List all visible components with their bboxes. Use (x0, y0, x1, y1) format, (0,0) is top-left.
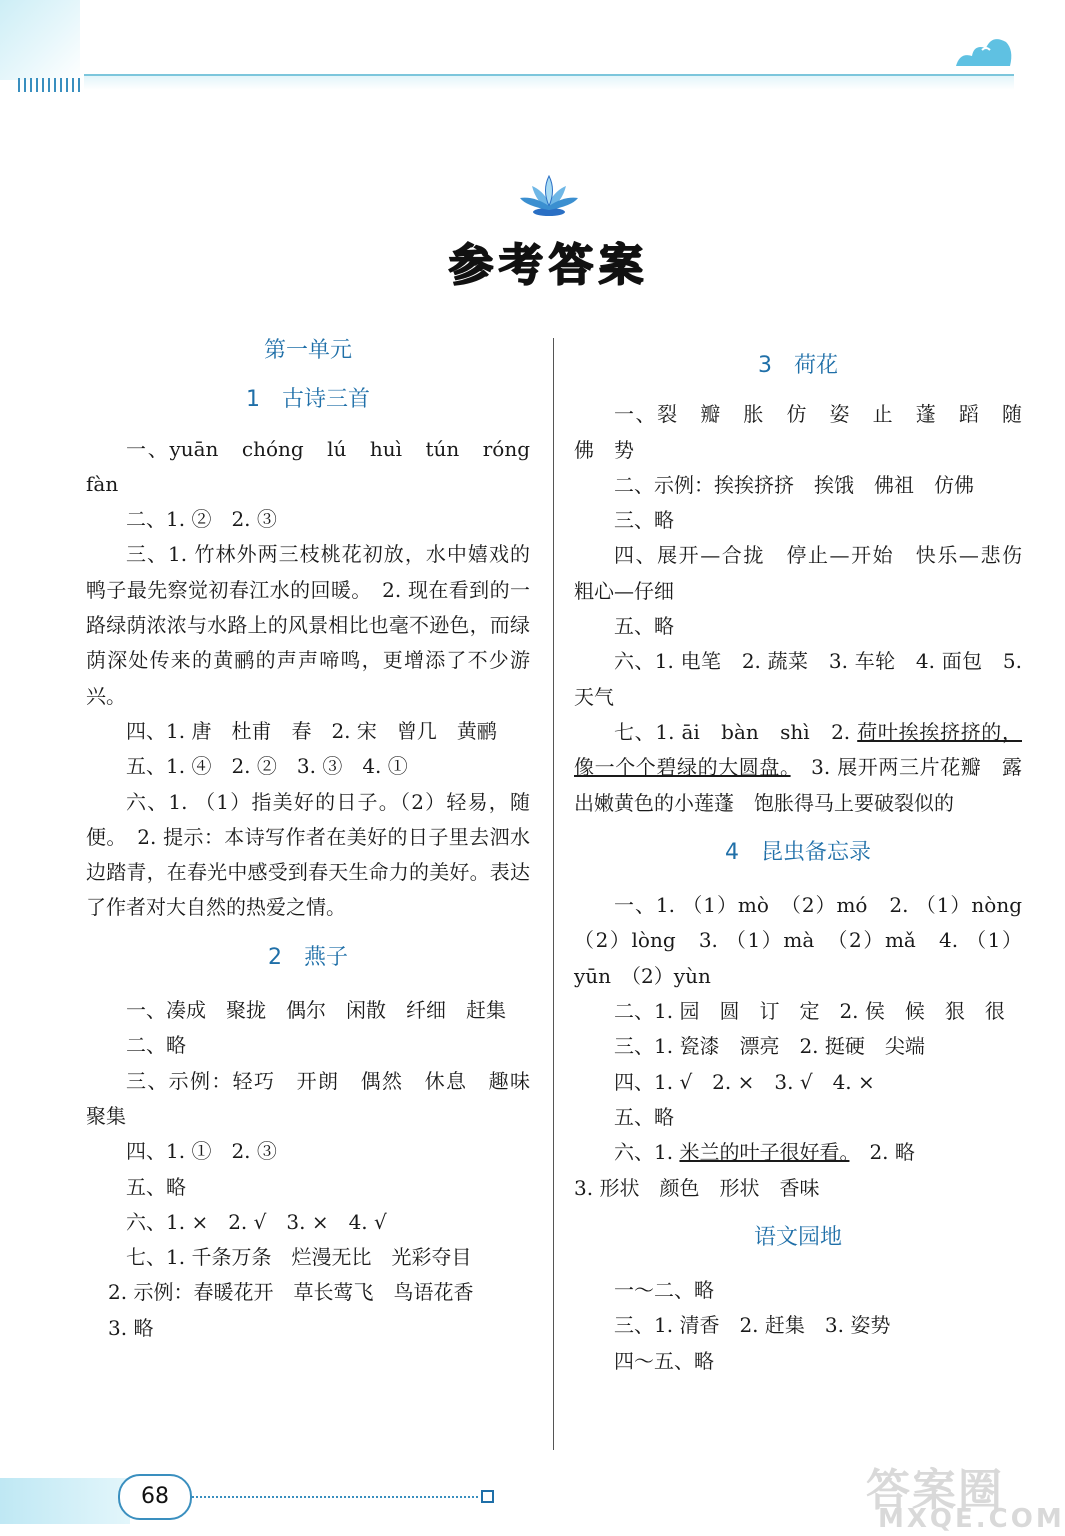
left-column (86, 333, 550, 1346)
unit-heading: 第一单元 (263, 338, 352, 363)
answer-line: 五、略 (614, 614, 674, 639)
answer-text: 2. 略 (849, 1140, 915, 1165)
answer-line: 七、1. 千条万条 烂漫无比 光彩夺目 (126, 1245, 472, 1270)
answer-line: 二、略 (126, 1033, 186, 1058)
page-number: 68 (118, 1474, 192, 1520)
answer-line: 一、凑成 聚拢 偶尔 闲散 纤细 赶集 (126, 998, 506, 1023)
footer-band (0, 1478, 130, 1524)
answer-line: 六、1. 电笔 2. 蔬菜 3. 车轮 4. 面包 5. 天气 (574, 649, 1022, 709)
underlined-answer: 米兰的叶子很好看。 (679, 1140, 850, 1165)
footer-dotted-rule (192, 1496, 478, 1498)
lesson-heading: 1 古诗三首 (246, 387, 370, 413)
answer-line (574, 1135, 1022, 1170)
flower-icon (518, 172, 580, 218)
answer-line: 四～五、略 (614, 1348, 714, 1373)
title-char: 案 (599, 240, 643, 291)
title-char: 答 (549, 240, 593, 291)
answer-text: 3. 展开两三片花瓣 露出嫩黄色的小莲蓬 饱胀得马上要破裂似的 (574, 755, 1022, 815)
header-band (84, 76, 1014, 90)
title-char: 考 (499, 240, 543, 291)
lesson-heading: 2 燕子 (268, 944, 348, 970)
answer-text: 六、1. (614, 1140, 680, 1165)
answer-line: 二、示例：挨挨挤挤 挨饿 佛祖 仿佛 (614, 472, 974, 497)
answer-line: 六、1. × 2. √ 3. × 4. √ (126, 1209, 387, 1234)
corner-decoration (0, 0, 80, 80)
answer-line: 二、1. ② 2. ③ (126, 507, 277, 532)
lesson-heading: 4 昆虫备忘录 (725, 839, 871, 865)
page-title (447, 238, 651, 296)
answer-line: 一、yuān chóng lú huì tún róng fàn (86, 436, 530, 496)
answer-line: 3. 略 (108, 1315, 154, 1340)
lesson-heading: 3 荷花 (758, 353, 838, 378)
tick-marks-decoration (18, 78, 84, 92)
answer-line: 一、1. （1）mò （2）mó 2. （1）nòng （2）lòng 3. （1）mà （2）mǎ 4. （1）yūn （2）yùn (574, 893, 1022, 988)
answer-line: 三、略 (614, 508, 674, 533)
watermark-url: MXQE.COM (878, 1504, 1065, 1534)
answer-line: 四、展开—合拢 停止—开始 快乐—悲伤 粗心—仔细 (574, 543, 1042, 603)
answer-text: 七、1. āi bàn shì 2. (614, 719, 858, 744)
answer-line: 二、1. 园 圆 订 定 2. 侯 候 狠 很 (614, 999, 1005, 1024)
answer-line: 四、1. √ 2. × 3. √ 4. × (614, 1069, 875, 1094)
answer-line: 五、1. ④ 2. ② 3. ③ 4. ① (126, 754, 408, 779)
answer-line: 四、1. 唐 杜甫 春 2. 宋 曾几 黄鹂 (126, 718, 497, 743)
answer-line: 三、1. 清香 2. 赶集 3. 姿势 (614, 1313, 891, 1338)
answer-line: 五、略 (126, 1174, 186, 1199)
title-char: 参 (449, 240, 493, 291)
lesson-heading: 语文园地 (753, 1224, 842, 1250)
footer-square-icon (481, 1490, 494, 1503)
answer-line: 三、1. 竹林外两三枝桃花初放，水中嬉戏的鸭子最先察觉初春江水的回暖。 2. 现在看到的一路绿荫浓浓与水路上的风景相比也毫不逊色，而绿荫深处传来的黄鹂的声声啼鸣，更增添了不少游兴。 (86, 542, 530, 708)
answer-line: 2. 示例：春暖花开 草长莺飞 鸟语花香 (108, 1280, 474, 1305)
answer-line: 五、略 (614, 1104, 674, 1129)
answer-line: 三、1. 瓷漆 漂亮 2. 挺硬 尖端 (614, 1034, 925, 1059)
underlined-answer: 荷叶挨挨挤挤的，像一个个碧绿的大圆盘。 (574, 719, 1022, 780)
cloud-icon (952, 26, 1016, 74)
answer-line: 六、1. （1）指美好的日子。（2）轻易，随便。 2. 提示：本诗写作者在美好的日子里去泗水边踏青，在春光中感受到春天生命力的美好。表达了作者对大自然的热爱之情。 (86, 789, 530, 920)
answer-line: 三、示例：轻巧 开朗 偶然 休息 趣味 聚集 (86, 1068, 550, 1128)
answer-line: 一～二、略 (614, 1278, 714, 1303)
answer-line: 一、裂 瓣 胀 仿 姿 止 蓬 蹈 随 佛 势 (574, 402, 1042, 462)
answer-line: 四、1. ① 2. ③ (126, 1139, 277, 1164)
column-divider (553, 338, 554, 1450)
answer-line: 3. 形状 颜色 形状 香味 (574, 1175, 820, 1200)
right-column (574, 348, 1042, 1379)
watermark-logo: 答案圈 (866, 1465, 1004, 1516)
answer-line (574, 715, 1022, 821)
